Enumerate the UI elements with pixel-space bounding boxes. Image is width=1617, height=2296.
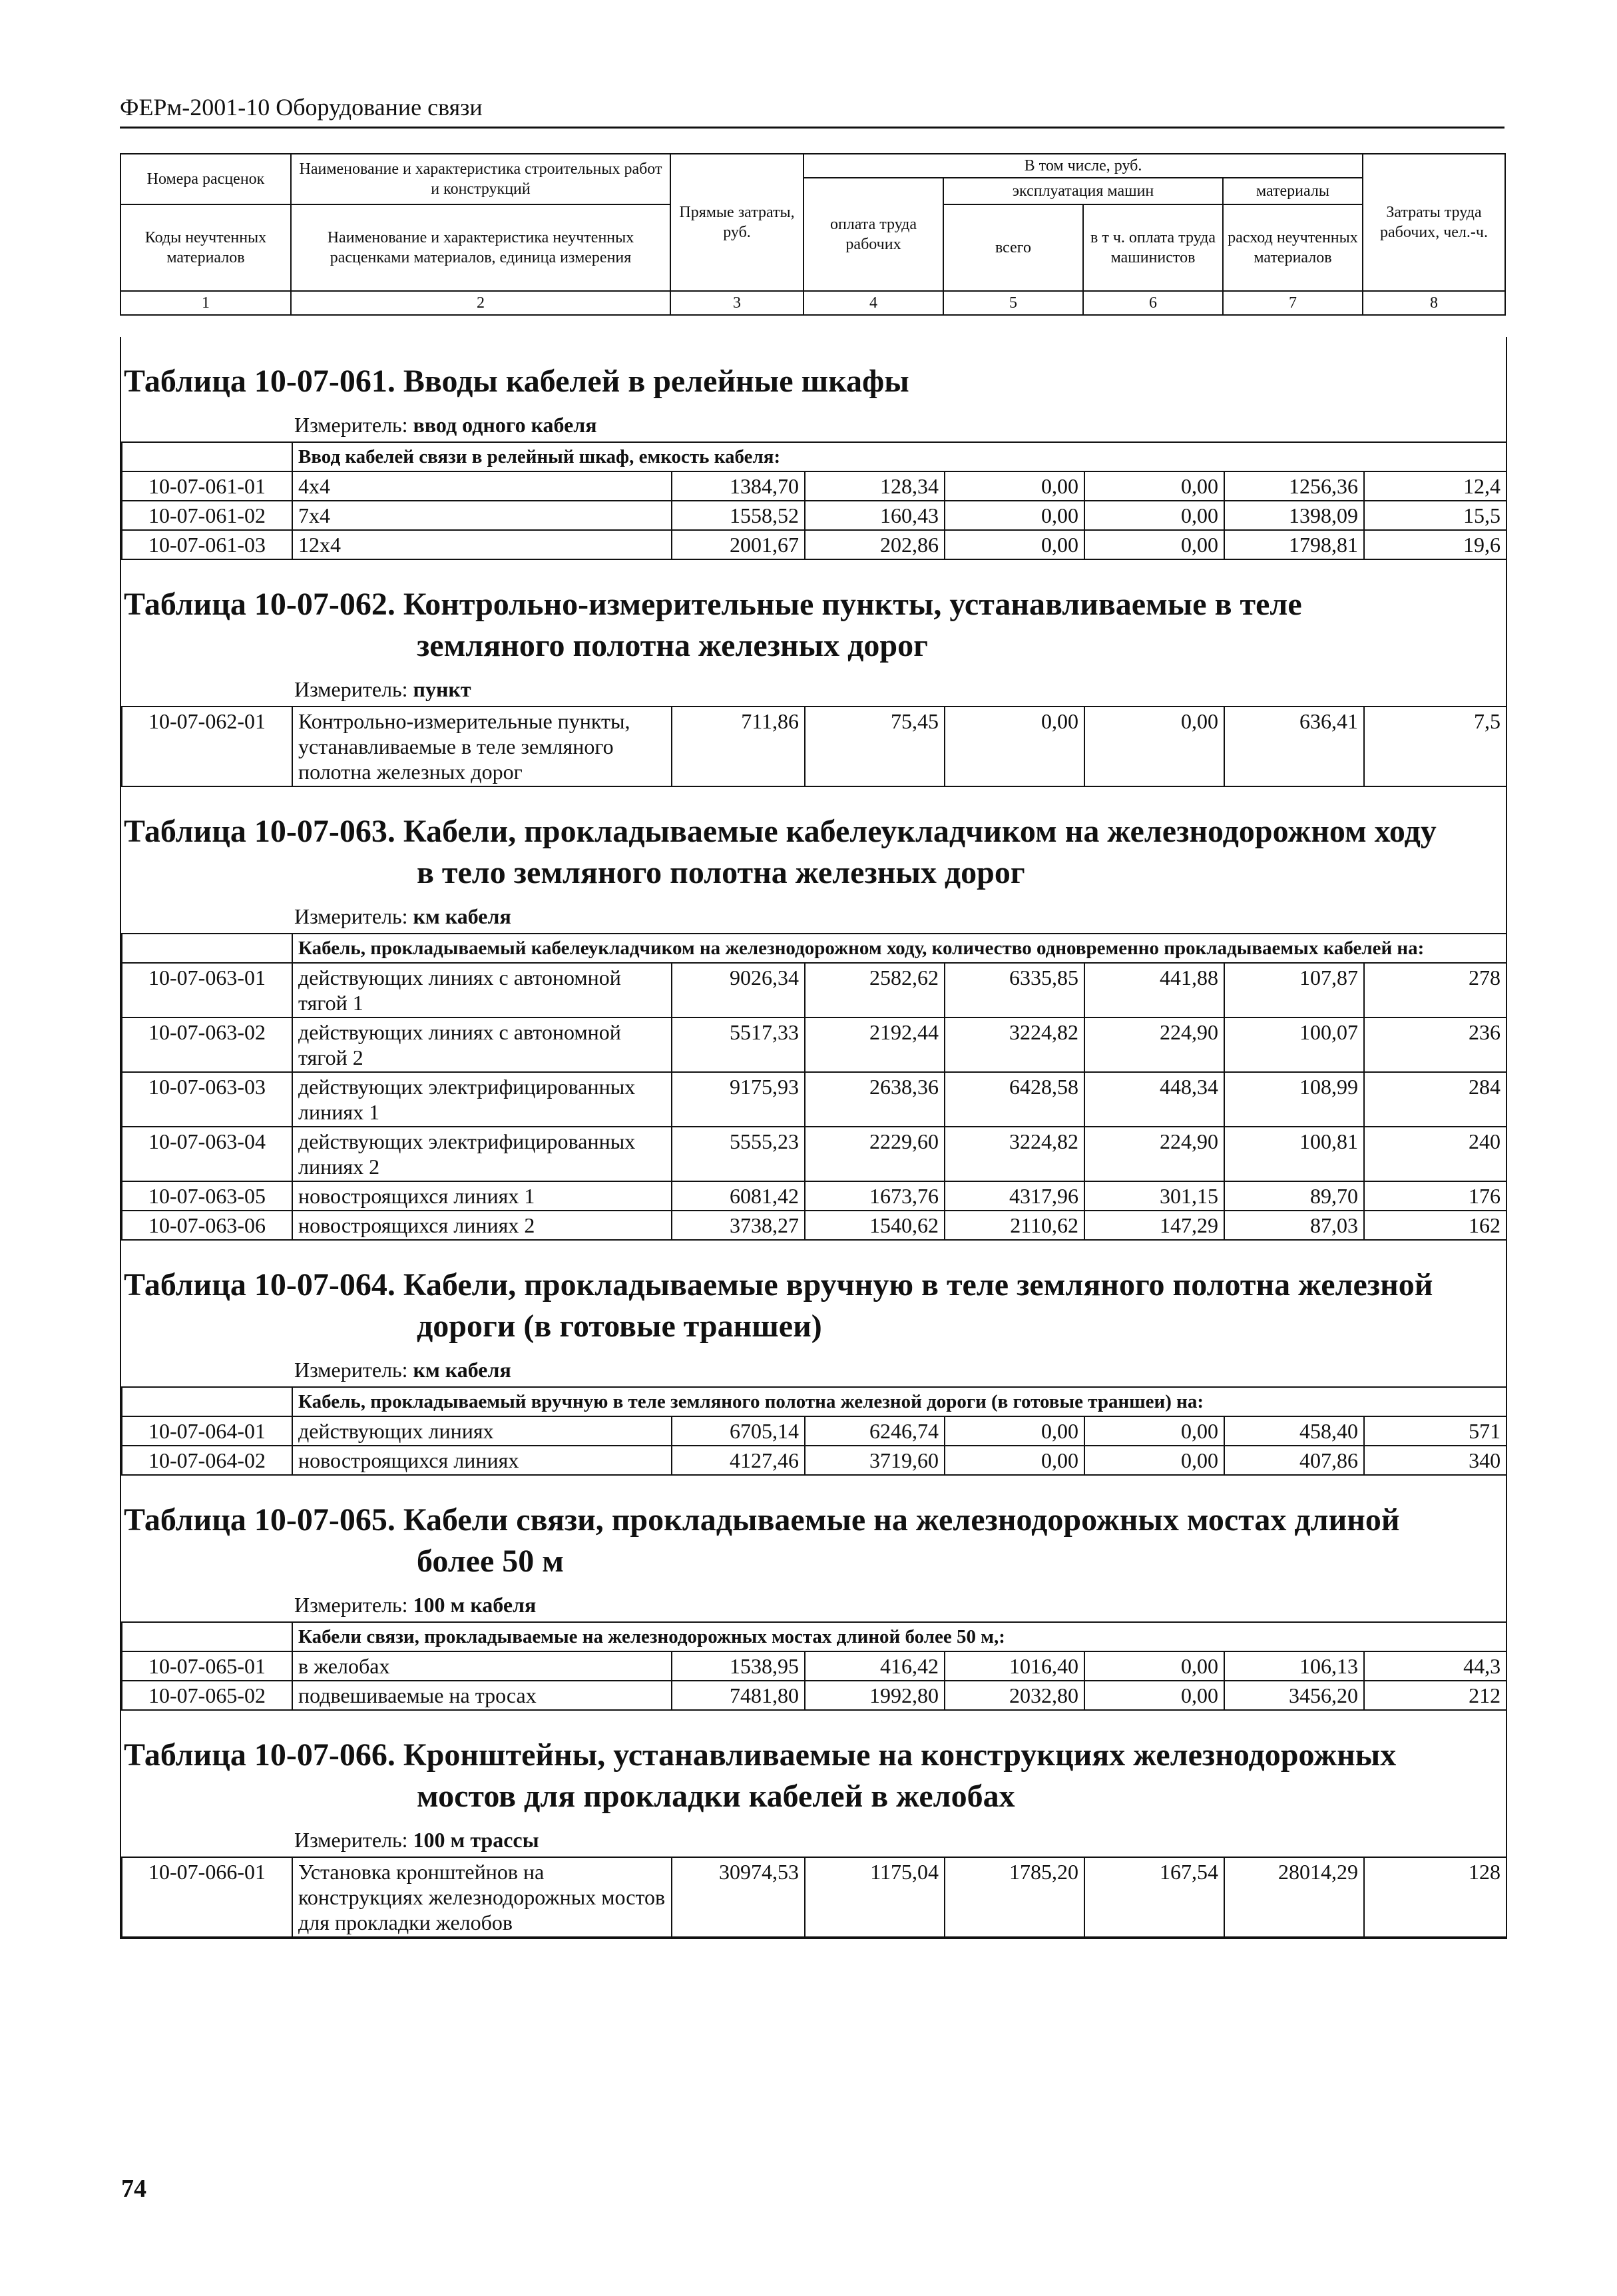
table-title-continuation: земляного полотна железных дорог bbox=[417, 628, 928, 663]
col-num-7: 7 bbox=[1223, 291, 1363, 315]
header-rule bbox=[120, 127, 1504, 129]
table-row bbox=[122, 1446, 1506, 1475]
col2-top-header: Наименование и характеристика строительных работ и конструкций bbox=[291, 154, 670, 204]
value-c4: 1540,62 bbox=[805, 1211, 945, 1240]
value-c3: 4127,46 bbox=[672, 1446, 805, 1475]
table-row bbox=[122, 1211, 1506, 1240]
materials-expense-header: расход неучтенных материалов bbox=[1223, 204, 1363, 291]
work-name: действующих линиях с автономной тягой 2 bbox=[292, 1017, 672, 1072]
work-name: в желобах bbox=[292, 1651, 672, 1681]
group-row-spacer bbox=[122, 934, 292, 963]
work-name: 12х4 bbox=[292, 530, 672, 559]
machines-total-header: всего bbox=[943, 204, 1083, 291]
value-c5: 0,00 bbox=[945, 1416, 1084, 1446]
value-c7: 1798,81 bbox=[1224, 530, 1364, 559]
value-c6: 0,00 bbox=[1084, 1446, 1224, 1475]
value-c5: 1016,40 bbox=[945, 1651, 1084, 1681]
value-c7: 89,70 bbox=[1224, 1181, 1364, 1211]
table-row bbox=[122, 1857, 1506, 1937]
value-c5: 1785,20 bbox=[945, 1857, 1084, 1937]
measure-value: км кабеля bbox=[413, 1358, 511, 1382]
rate-code: 10-07-061-02 bbox=[122, 501, 292, 530]
value-c6: 0,00 bbox=[1084, 530, 1224, 559]
price-table bbox=[121, 1386, 1507, 1476]
work-name: новостроящихся линиях 1 bbox=[292, 1181, 672, 1211]
value-c5: 0,00 bbox=[945, 530, 1084, 559]
value-c8: 7,5 bbox=[1364, 707, 1506, 786]
measure-value: 100 м кабеля bbox=[413, 1593, 537, 1617]
value-c8: 162 bbox=[1364, 1211, 1506, 1240]
value-c4: 2582,62 bbox=[805, 963, 945, 1017]
rate-code: 10-07-061-03 bbox=[122, 530, 292, 559]
value-c4: 2229,60 bbox=[805, 1127, 945, 1181]
table-row bbox=[122, 1681, 1506, 1710]
price-table bbox=[121, 1621, 1507, 1711]
table-section bbox=[121, 337, 1506, 560]
table-title-line: Таблица 10-07-062. Контрольно-измерительные пункты, устанавливаемые в теле bbox=[124, 587, 1302, 622]
table-row bbox=[122, 1651, 1506, 1681]
value-c4: 3719,60 bbox=[805, 1446, 945, 1475]
value-c6: 0,00 bbox=[1084, 1651, 1224, 1681]
value-c8: 236 bbox=[1364, 1017, 1506, 1072]
table-section bbox=[121, 1241, 1506, 1476]
value-c7: 1398,09 bbox=[1224, 501, 1364, 530]
rate-code: 10-07-063-06 bbox=[122, 1211, 292, 1240]
group-row-spacer bbox=[122, 1622, 292, 1651]
measure-value: пункт bbox=[413, 677, 471, 701]
col-num-3: 3 bbox=[670, 291, 804, 315]
measure-unit bbox=[121, 899, 1506, 933]
table-section bbox=[121, 1711, 1506, 1938]
group-row bbox=[122, 1622, 1506, 1651]
measure-unit bbox=[121, 672, 1506, 706]
measure-unit bbox=[121, 1352, 1506, 1386]
work-name: 4х4 bbox=[292, 471, 672, 501]
value-c4: 1992,80 bbox=[805, 1681, 945, 1710]
measure-unit bbox=[121, 1587, 1506, 1621]
including-header: В том числе, руб. bbox=[804, 154, 1363, 178]
table-title-line: Таблица 10-07-061. Вводы кабелей в релейные шкафы bbox=[124, 364, 909, 399]
work-name: Установка кронштейнов на конструкциях железнодорожных мостов для прокладки желобов bbox=[292, 1857, 672, 1937]
value-c7: 3456,20 bbox=[1224, 1681, 1364, 1710]
value-c4: 416,42 bbox=[805, 1651, 945, 1681]
value-c7: 28014,29 bbox=[1224, 1857, 1364, 1937]
table-title bbox=[121, 560, 1506, 672]
col-num-4: 4 bbox=[804, 291, 943, 315]
group-row-spacer bbox=[122, 442, 292, 471]
measure-label: Измеритель: bbox=[294, 1828, 413, 1852]
work-name: подвешиваемые на тросах bbox=[292, 1681, 672, 1710]
value-c3: 5517,33 bbox=[672, 1017, 805, 1072]
value-c3: 9026,34 bbox=[672, 963, 805, 1017]
rate-code: 10-07-063-01 bbox=[122, 963, 292, 1017]
col-num-1: 1 bbox=[120, 291, 291, 315]
work-name: 7х4 bbox=[292, 501, 672, 530]
work-name: новостроящихся линиях bbox=[292, 1446, 672, 1475]
col-num-5: 5 bbox=[943, 291, 1083, 315]
price-table bbox=[121, 706, 1507, 787]
value-c3: 1538,95 bbox=[672, 1651, 805, 1681]
value-c6: 147,29 bbox=[1084, 1211, 1224, 1240]
value-c4: 6246,74 bbox=[805, 1416, 945, 1446]
group-row bbox=[122, 1387, 1506, 1416]
work-name: новостроящихся линиях 2 bbox=[292, 1211, 672, 1240]
table-row bbox=[122, 1181, 1506, 1211]
work-name: Контрольно-измерительные пункты, устанавливаемые в теле земляного полотна железных дорог bbox=[292, 707, 672, 786]
table-row bbox=[122, 1017, 1506, 1072]
col2-bottom-header: Наименование и характеристика неучтенных расценками материалов, единица измерения bbox=[291, 204, 670, 291]
value-c4: 1175,04 bbox=[805, 1857, 945, 1937]
value-c7: 87,03 bbox=[1224, 1211, 1364, 1240]
value-c5: 6335,85 bbox=[945, 963, 1084, 1017]
table-row bbox=[122, 471, 1506, 501]
col-num-2: 2 bbox=[291, 291, 670, 315]
table-title-line: Таблица 10-07-064. Кабели, прокладываемые вручную в теле земляного полотна железной bbox=[124, 1267, 1433, 1302]
rate-code: 10-07-065-01 bbox=[122, 1651, 292, 1681]
value-c8: 128 bbox=[1364, 1857, 1506, 1937]
price-table bbox=[121, 933, 1507, 1241]
value-c5: 0,00 bbox=[945, 1446, 1084, 1475]
table-row bbox=[122, 530, 1506, 559]
value-c6: 0,00 bbox=[1084, 1416, 1224, 1446]
measure-unit bbox=[121, 408, 1506, 441]
value-c8: 284 bbox=[1364, 1072, 1506, 1127]
rate-code: 10-07-062-01 bbox=[122, 707, 292, 786]
materials-header: материалы bbox=[1223, 178, 1363, 204]
table-row bbox=[122, 1072, 1506, 1127]
value-c5: 0,00 bbox=[945, 501, 1084, 530]
value-c3: 9175,93 bbox=[672, 1072, 805, 1127]
value-c6: 0,00 bbox=[1084, 707, 1224, 786]
value-c8: 240 bbox=[1364, 1127, 1506, 1181]
table-row bbox=[122, 501, 1506, 530]
value-c7: 106,13 bbox=[1224, 1651, 1364, 1681]
work-name: действующих линиях с автономной тягой 1 bbox=[292, 963, 672, 1017]
work-name: действующих линиях bbox=[292, 1416, 672, 1446]
column-header-table bbox=[120, 153, 1506, 316]
value-c3: 1558,52 bbox=[672, 501, 805, 530]
value-c6: 167,54 bbox=[1084, 1857, 1224, 1937]
value-c8: 44,3 bbox=[1364, 1651, 1506, 1681]
machines-header: эксплуатация машин bbox=[943, 178, 1223, 204]
col-num-8: 8 bbox=[1363, 291, 1505, 315]
value-c4: 2192,44 bbox=[805, 1017, 945, 1072]
table-section bbox=[121, 1476, 1506, 1711]
table-section bbox=[121, 560, 1506, 787]
value-c3: 2001,67 bbox=[672, 530, 805, 559]
table-title-line: Таблица 10-07-063. Кабели, прокладываемые кабелеукладчиком на железнодорожном ходу bbox=[124, 814, 1437, 849]
value-c6: 224,90 bbox=[1084, 1127, 1224, 1181]
value-c4: 128,34 bbox=[805, 471, 945, 501]
measure-value: 100 м трассы bbox=[413, 1828, 539, 1852]
value-c3: 5555,23 bbox=[672, 1127, 805, 1181]
value-c5: 6428,58 bbox=[945, 1072, 1084, 1127]
value-c3: 30974,53 bbox=[672, 1857, 805, 1937]
group-row-spacer bbox=[122, 1387, 292, 1416]
value-c5: 2032,80 bbox=[945, 1681, 1084, 1710]
rate-code: 10-07-061-01 bbox=[122, 471, 292, 501]
table-row bbox=[122, 1127, 1506, 1181]
labor-pay-header: оплата труда рабочих bbox=[804, 178, 943, 291]
work-name: действующих электрифицированных линиях 2 bbox=[292, 1127, 672, 1181]
table-title-line: Таблица 10-07-065. Кабели связи, прокладываемые на железнодорожных мостах длиной bbox=[124, 1502, 1400, 1538]
rate-code: 10-07-064-01 bbox=[122, 1416, 292, 1446]
table-title-continuation: более 50 м bbox=[417, 1544, 564, 1579]
value-c4: 202,86 bbox=[805, 530, 945, 559]
labor-cost-header: Затраты труда рабочих, чел.-ч. bbox=[1363, 154, 1505, 291]
value-c4: 1673,76 bbox=[805, 1181, 945, 1211]
value-c6: 0,00 bbox=[1084, 471, 1224, 501]
value-c5: 3224,82 bbox=[945, 1127, 1084, 1181]
value-c3: 6705,14 bbox=[672, 1416, 805, 1446]
value-c8: 340 bbox=[1364, 1446, 1506, 1475]
price-tables-body bbox=[120, 337, 1507, 1939]
value-c8: 12,4 bbox=[1364, 471, 1506, 501]
value-c7: 636,41 bbox=[1224, 707, 1364, 786]
value-c5: 0,00 bbox=[945, 471, 1084, 501]
col1-top-header: Номера расценок bbox=[120, 154, 291, 204]
group-heading: Кабель, прокладываемый вручную в теле земляного полотна железной дороги (в готовые траншеи) на: bbox=[292, 1387, 1506, 1416]
value-c6: 0,00 bbox=[1084, 501, 1224, 530]
value-c3: 6081,42 bbox=[672, 1181, 805, 1211]
value-c7: 108,99 bbox=[1224, 1072, 1364, 1127]
value-c6: 224,90 bbox=[1084, 1017, 1224, 1072]
group-heading: Кабель, прокладываемый кабелеукладчиком на железнодорожном ходу, количество одновременно прокладываемых кабелей на: bbox=[292, 934, 1506, 963]
table-title-line: Таблица 10-07-066. Кронштейны, устанавливаемые на конструкциях железнодорожных bbox=[124, 1737, 1397, 1773]
measure-label: Измеритель: bbox=[294, 413, 413, 437]
value-c8: 278 bbox=[1364, 963, 1506, 1017]
group-row bbox=[122, 442, 1506, 471]
table-title bbox=[121, 1711, 1506, 1823]
rate-code: 10-07-063-02 bbox=[122, 1017, 292, 1072]
group-heading: Кабели связи, прокладываемые на железнодорожных мостах длиной более 50 м,: bbox=[292, 1622, 1506, 1651]
measure-label: Измеритель: bbox=[294, 904, 413, 928]
value-c7: 107,87 bbox=[1224, 963, 1364, 1017]
table-title-continuation: в тело земляного полотна железных дорог bbox=[417, 855, 1025, 890]
value-c7: 407,86 bbox=[1224, 1446, 1364, 1475]
value-c7: 100,07 bbox=[1224, 1017, 1364, 1072]
value-c8: 571 bbox=[1364, 1416, 1506, 1446]
rate-code: 10-07-065-02 bbox=[122, 1681, 292, 1710]
value-c5: 0,00 bbox=[945, 707, 1084, 786]
value-c8: 15,5 bbox=[1364, 501, 1506, 530]
table-title-continuation: мостов для прокладки кабелей в желобах bbox=[417, 1779, 1015, 1814]
table-title bbox=[121, 1241, 1506, 1352]
value-c8: 212 bbox=[1364, 1681, 1506, 1710]
page-number: 74 bbox=[121, 2175, 146, 2203]
measure-value: км кабеля bbox=[413, 904, 511, 928]
measure-label: Измеритель: bbox=[294, 1593, 413, 1617]
group-heading: Ввод кабелей связи в релейный шкаф, емкость кабеля: bbox=[292, 442, 1506, 471]
value-c5: 4317,96 bbox=[945, 1181, 1084, 1211]
value-c6: 301,15 bbox=[1084, 1181, 1224, 1211]
table-title bbox=[121, 1476, 1506, 1587]
price-table bbox=[121, 1857, 1507, 1938]
page-header-title: ФЕРм-2001-10 Оборудование связи bbox=[120, 94, 483, 121]
value-c4: 160,43 bbox=[805, 501, 945, 530]
col-num-6: 6 bbox=[1083, 291, 1223, 315]
value-c5: 2110,62 bbox=[945, 1211, 1084, 1240]
work-name: действующих электрифицированных линиях 1 bbox=[292, 1072, 672, 1127]
table-section bbox=[121, 787, 1506, 1241]
value-c7: 100,81 bbox=[1224, 1127, 1364, 1181]
table-row bbox=[122, 707, 1506, 786]
value-c7: 1256,36 bbox=[1224, 471, 1364, 501]
table-title bbox=[121, 337, 1506, 408]
value-c4: 75,45 bbox=[805, 707, 945, 786]
col1-bottom-header: Коды неучтенных материалов bbox=[120, 204, 291, 291]
value-c7: 458,40 bbox=[1224, 1416, 1364, 1446]
machinists-pay-header: в т ч. оплата труда машинистов bbox=[1083, 204, 1223, 291]
rate-code: 10-07-063-03 bbox=[122, 1072, 292, 1127]
measure-label: Измеритель: bbox=[294, 677, 413, 701]
value-c8: 176 bbox=[1364, 1181, 1506, 1211]
measure-value: ввод одного кабеля bbox=[413, 413, 597, 437]
measure-label: Измеритель: bbox=[294, 1358, 413, 1382]
value-c4: 2638,36 bbox=[805, 1072, 945, 1127]
rate-code: 10-07-063-04 bbox=[122, 1127, 292, 1181]
value-c5: 3224,82 bbox=[945, 1017, 1084, 1072]
direct-costs-header: Прямые затраты, руб. bbox=[670, 154, 804, 291]
rate-code: 10-07-064-02 bbox=[122, 1446, 292, 1475]
measure-unit bbox=[121, 1823, 1506, 1857]
value-c6: 448,34 bbox=[1084, 1072, 1224, 1127]
value-c3: 7481,80 bbox=[672, 1681, 805, 1710]
table-row bbox=[122, 963, 1506, 1017]
group-row bbox=[122, 934, 1506, 963]
value-c6: 441,88 bbox=[1084, 963, 1224, 1017]
value-c8: 19,6 bbox=[1364, 530, 1506, 559]
value-c3: 1384,70 bbox=[672, 471, 805, 501]
value-c3: 711,86 bbox=[672, 707, 805, 786]
table-row bbox=[122, 1416, 1506, 1446]
table-title-continuation: дороги (в готовые траншеи) bbox=[417, 1308, 822, 1344]
value-c3: 3738,27 bbox=[672, 1211, 805, 1240]
table-title bbox=[121, 787, 1506, 899]
rate-code: 10-07-066-01 bbox=[122, 1857, 292, 1937]
price-table bbox=[121, 441, 1507, 560]
rate-code: 10-07-063-05 bbox=[122, 1181, 292, 1211]
value-c6: 0,00 bbox=[1084, 1681, 1224, 1710]
